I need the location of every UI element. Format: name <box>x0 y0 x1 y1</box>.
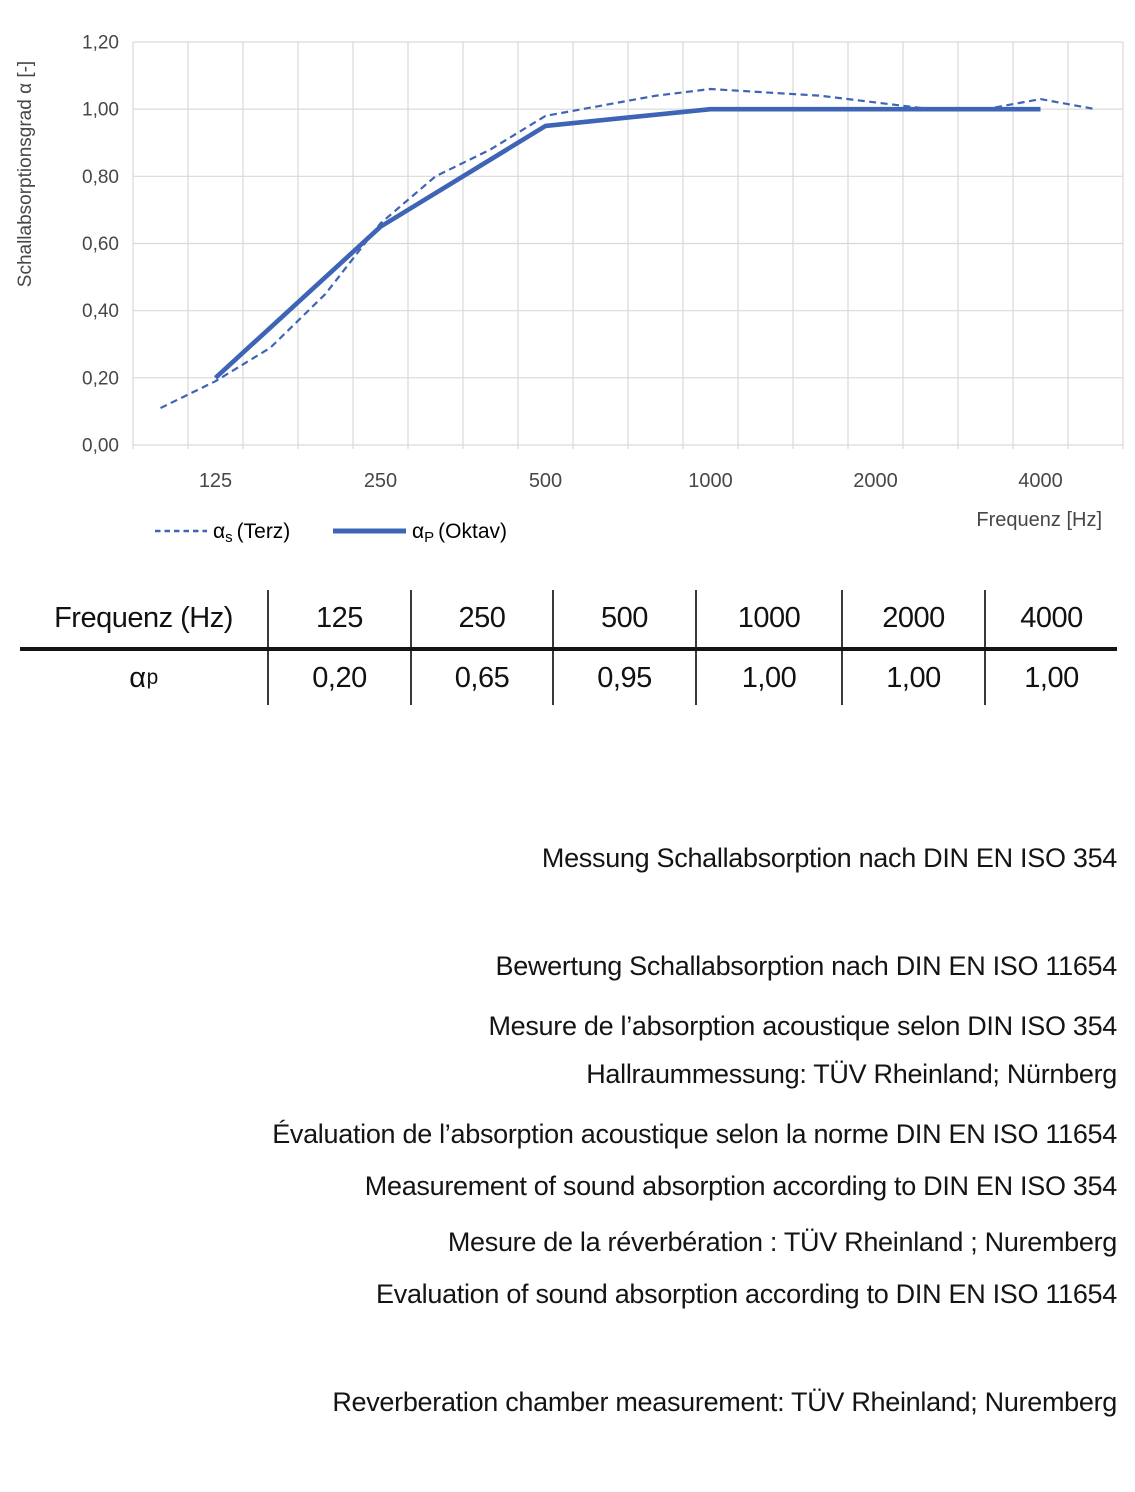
note-line: Mesure de la réverbération : TÜV Rheinland ; Nuremberg <box>447 1227 1117 1257</box>
table-alpha-value: 1,00 <box>695 651 841 705</box>
table-frequency-value: 4000 <box>984 590 1117 647</box>
table-alpha-value: 0,20 <box>267 651 410 705</box>
table-alpha-value: 0,95 <box>552 651 695 705</box>
table-alpha-value: 1,00 <box>841 651 984 705</box>
table-row-frequency <box>20 590 1117 651</box>
note-line: Measurement of sound absorption according to DIN EN ISO 354 <box>364 1171 1117 1201</box>
y-tick-label: 1,00 <box>82 99 119 121</box>
table-alpha-value: 0,65 <box>410 651 552 705</box>
note-line: Messung Schallabsorption nach DIN EN ISO 354 <box>541 843 1117 873</box>
x-tick-label: 125 <box>198 470 233 492</box>
y-tick-label: 0,80 <box>82 166 119 188</box>
table-frequency-value: 1000 <box>695 590 841 647</box>
note-english <box>332 1096 1117 1492</box>
alpha-symbol: α <box>129 661 146 694</box>
table-header-alpha-p <box>20 651 267 705</box>
table-row-alpha-p <box>20 651 1117 705</box>
x-tick-label: 500 <box>528 470 563 492</box>
y-tick-label: 0,20 <box>82 368 119 390</box>
note-line: Évaluation de l’absorption acoustique selon la norme DIN EN ISO 11654 <box>272 1119 1117 1149</box>
note-line: Hallraummessung: TÜV Rheinland; Nürnberg <box>586 1059 1117 1089</box>
x-tick-label: 2000 <box>853 470 898 492</box>
table-frequency-value: 2000 <box>841 590 984 647</box>
chart-svg <box>0 0 1135 565</box>
legend-label-oktav: αP (Oktav) <box>412 520 507 546</box>
note-line: Bewertung Schallabsorption nach DIN EN ISO 11654 <box>495 951 1117 981</box>
table-frequency-value: 500 <box>552 590 695 647</box>
note-line: Reverberation chamber measurement: TÜV Rheinland; Nuremberg <box>332 1387 1117 1417</box>
legend-label-terz: αs (Terz) <box>213 520 291 546</box>
note-line: Evaluation of sound absorption according to DIN EN ISO 11654 <box>376 1279 1117 1309</box>
x-tick-label: 250 <box>363 470 398 492</box>
absorption-table <box>20 590 1117 705</box>
absorption-chart <box>0 0 1135 565</box>
note-line: Mesure de l’absorption acoustique selon DIN ISO 354 <box>488 1011 1117 1041</box>
x-axis-title: Frequenz [Hz] <box>976 509 1102 531</box>
y-tick-label: 0,40 <box>82 301 119 323</box>
y-tick-label: 1,20 <box>82 32 119 54</box>
table-frequency-value: 250 <box>410 590 552 647</box>
x-tick-label: 4000 <box>1018 470 1063 492</box>
table-header-frequency: Frequenz (Hz) <box>54 602 233 634</box>
table-frequency-value: 125 <box>267 590 410 647</box>
alpha-subscript: p <box>146 666 158 689</box>
table-alpha-value: 1,00 <box>984 651 1117 705</box>
y-axis-title: Schallabsorptionsgrad α [-] <box>15 60 36 288</box>
y-tick-label: 0,60 <box>82 234 119 255</box>
y-tick-label: 0,00 <box>82 435 119 457</box>
x-tick-label: 1000 <box>688 470 733 492</box>
